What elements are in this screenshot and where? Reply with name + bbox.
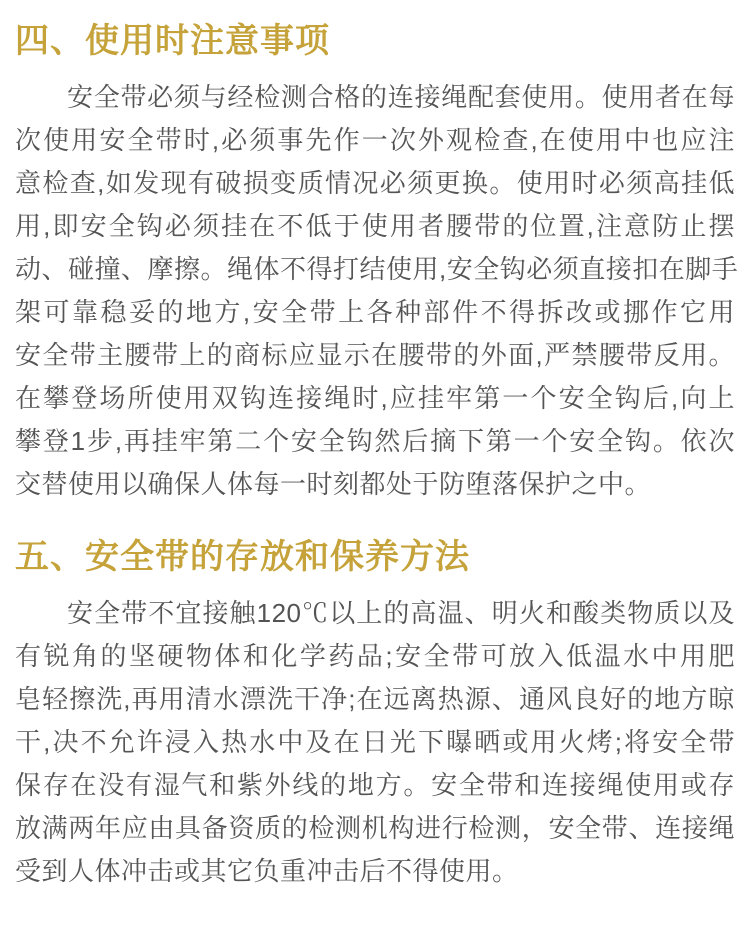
paragraph-line: 安全带主腰带上的商标应显示在腰带的外面,严禁腰带反用。 <box>15 340 735 370</box>
section-storage-maintenance <box>15 536 735 893</box>
paragraph-line: 受到人体冲击或其它负重冲击后不得使用。 <box>15 856 519 886</box>
paragraph-line: 动、碰撞、摩擦。绳体不得打结使用,安全钩必须直接扣在脚手 <box>15 254 739 284</box>
paragraph-line: 保存在没有湿气和紫外线的地方。安全带和连接绳使用或存 <box>15 770 735 800</box>
paragraph-line: 在攀登场所使用双钩连接绳时,应挂牢第一个安全钩后,向上 <box>15 383 735 413</box>
paragraph-storage-maintenance <box>15 592 735 893</box>
paragraph-line: 交替使用以确保人体每一时刻都处于防堕落保护之中。 <box>15 469 652 499</box>
section-usage-precautions <box>15 20 739 506</box>
paragraph-usage-precautions <box>15 76 739 506</box>
paragraph-line: 攀登1步,再挂牢第二个安全钩然后摘下第一个安全钩。依次 <box>15 426 735 456</box>
paragraph-line: 放满两年应由具备资质的检测机构进行检测，安全带、连接绳 <box>15 813 735 843</box>
paragraph-line: 安全带不宜接触120℃以上的高温、明火和酸类物质以及 <box>67 598 735 628</box>
paragraph-line: 用,即安全钩必须挂在不低于使用者腰带的位置,注意防止摆 <box>15 211 735 241</box>
paragraph-line: 皂轻擦洗,再用清水漂洗干净;在远离热源、通风良好的地方晾 <box>15 684 735 714</box>
paragraph-line: 安全带必须与经检测合格的连接绳配套使用。使用者在每 <box>67 82 735 112</box>
paragraph-line: 有锐角的坚硬物体和化学药品;安全带可放入低温水中用肥 <box>15 641 735 671</box>
section-heading-storage-maintenance: 五、安全带的存放和保养方法 <box>15 538 470 576</box>
paragraph-line: 架可靠稳妥的地方,安全带上各种部件不得拆改或挪作它用 <box>15 297 735 327</box>
paragraph-line: 干,决不允许浸入热水中及在日光下曝晒或用火烤;将安全带 <box>15 727 735 757</box>
paragraph-line: 意检查,如发现有破损变质情况必须更换。使用时必须高挂低 <box>15 168 735 198</box>
section-heading-usage-precautions: 四、使用时注意事项 <box>15 22 330 60</box>
paragraph-line: 次使用安全带时,必须事先作一次外观检查,在使用中也应注 <box>15 125 735 155</box>
